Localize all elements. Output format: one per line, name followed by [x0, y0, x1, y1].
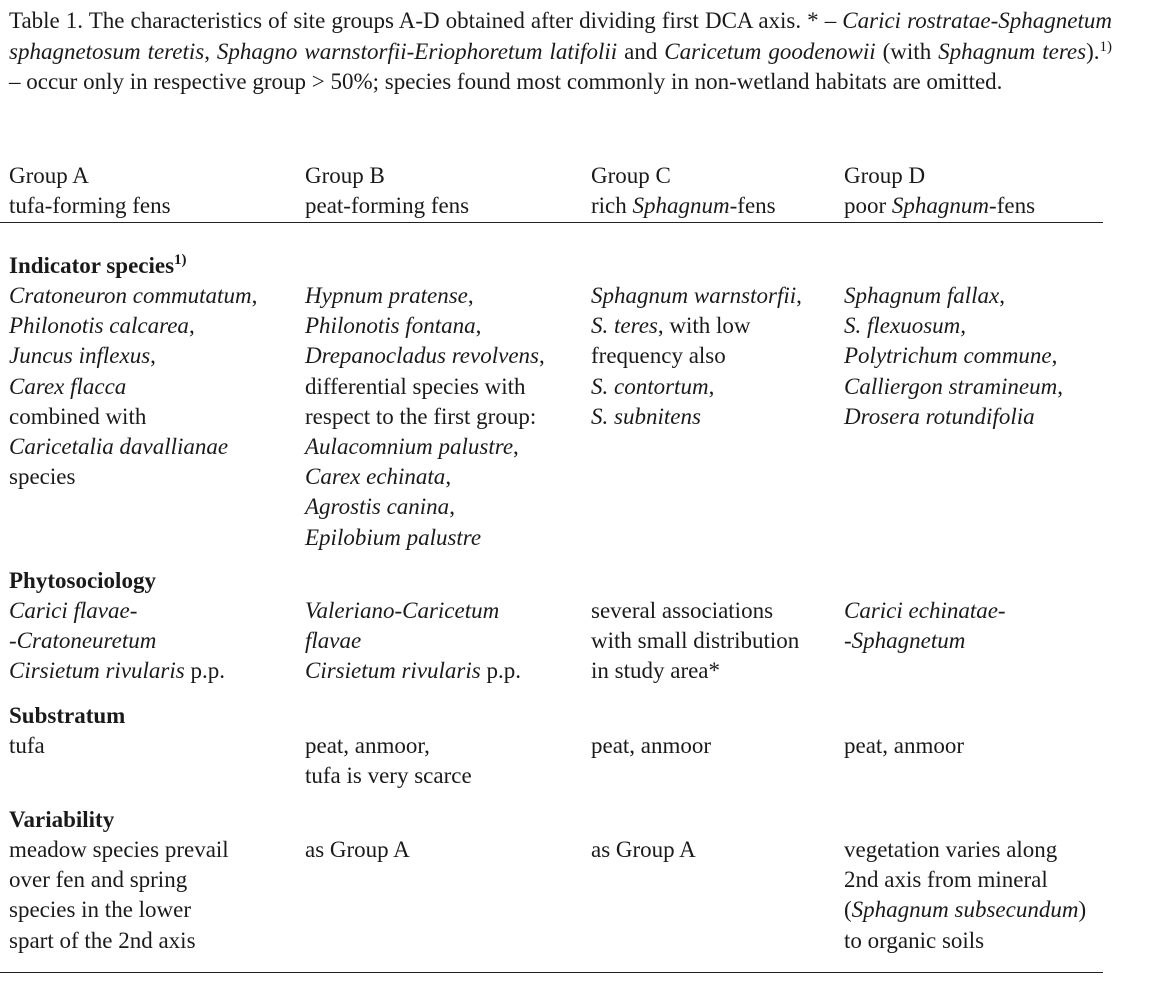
header-group-a	[9, 161, 171, 221]
cell-line: S. subnitens	[591, 403, 701, 429]
cell-line: Cirsietum rivularis p.p.	[305, 658, 521, 684]
cell-line: Caricetalia davallianae	[9, 434, 229, 460]
cell-group-b	[305, 835, 410, 865]
group-desc: rich Sphagnum-fens	[591, 193, 776, 219]
cell-line: tufa	[9, 733, 45, 758]
cell-line: -Sphagnetum	[844, 628, 966, 654]
cell-group-d	[844, 731, 964, 761]
cell-group-a	[9, 281, 257, 492]
cell-group-c	[591, 835, 696, 865]
header-group-c	[591, 161, 776, 221]
cell-group-b	[305, 596, 521, 687]
cell-group-d	[844, 596, 1006, 656]
section-title: Indicator species$^{1)}$	[9, 252, 187, 278]
cell-line: Carex flacca	[9, 373, 127, 399]
cell-line: species	[9, 464, 76, 490]
cell-group-a	[9, 596, 225, 687]
cell-line: differential species with	[305, 373, 526, 399]
cell-line: Epilobium palustre	[305, 524, 482, 550]
cell-line: Aulacomnium palustre,	[305, 434, 519, 460]
cell-line: Philonotis calcarea,	[9, 313, 195, 339]
cell-line: peat, anmoor,	[305, 733, 430, 758]
cell-line: frequency also	[591, 343, 726, 369]
cell-line: to organic soils	[844, 927, 985, 953]
cell-line: as Group A	[305, 837, 410, 862]
cell-line: with small distribution	[591, 628, 800, 654]
group-desc: peat-forming fens	[305, 193, 470, 219]
cell-line: meadow species prevail	[9, 837, 229, 862]
cell-line: Sphagnum fallax,	[844, 283, 1005, 308]
cell-line: Drepanocladus revolvens,	[305, 343, 545, 369]
table-bottom-rule	[0, 972, 1103, 973]
cell-group-c	[591, 731, 711, 761]
cell-line: Juncus inflexus,	[9, 343, 156, 369]
cell-line: Cratoneuron commutatum,	[9, 283, 258, 308]
group-name: Group D	[844, 163, 926, 188]
cell-group-d	[844, 281, 1063, 432]
caption-text: and	[617, 38, 665, 64]
caption-italic: Caricetum goodenowii	[664, 38, 876, 64]
cell-line: flavae	[305, 628, 362, 654]
cell-line: combined with	[9, 403, 147, 429]
cell-line: S. contortum,	[591, 373, 715, 399]
section-title: Phytosociology	[9, 568, 156, 593]
group-name: Group B	[305, 163, 385, 188]
cell-group-b	[305, 281, 545, 553]
cell-group-a	[9, 835, 229, 956]
group-name: Group A	[9, 163, 89, 188]
cell-group-b	[305, 731, 472, 791]
cell-line: over fen and spring	[9, 867, 188, 893]
cell-line: Carici flavae-	[9, 598, 138, 623]
group-desc: poor Sphagnum-fens	[844, 193, 1036, 219]
cell-line: Cirsietum rivularis p.p.	[9, 658, 225, 684]
cell-line: Philonotis fontana,	[305, 313, 482, 339]
cell-line: S. flexuosum,	[844, 313, 967, 339]
section-title: Variability	[9, 807, 115, 832]
cell-line: S. teres, with low	[591, 313, 751, 339]
cell-line: Sphagnum warnstorfii,	[591, 283, 802, 308]
cell-line: Valeriano-Caricetum	[305, 598, 500, 623]
cell-group-a	[9, 731, 45, 761]
cell-group-c	[591, 281, 802, 432]
table-header	[9, 161, 1112, 219]
caption-italic: Sphagnum teres	[938, 38, 1087, 64]
cell-line: Carici echinatae-	[844, 598, 1006, 623]
cell-line: 2nd axis from mineral	[844, 867, 1048, 893]
cell-line: as Group A	[591, 837, 696, 862]
cell-line: Polytrichum commune,	[844, 343, 1058, 369]
cell-line: vegetation varies along	[844, 837, 1058, 862]
footnote-mark: 1)	[174, 252, 187, 268]
table-caption	[9, 6, 1112, 98]
caption-footnote-mark: 1)	[1099, 38, 1112, 55]
group-name: Group C	[591, 163, 671, 188]
caption-italic: Carici rostratae-Sphagnetum sphagnetosum teretis	[9, 8, 1112, 64]
cell-line: Carex echinata,	[305, 464, 452, 490]
caption-text: (with	[875, 38, 939, 64]
caption-text: ).	[1086, 38, 1100, 64]
cell-line: spart of the 2nd axis	[9, 927, 196, 953]
cell-line: -Cratoneuretum	[9, 628, 157, 654]
cell-line: peat, anmoor	[844, 733, 965, 758]
cell-line: in study area*	[591, 658, 721, 684]
cell-line: peat, anmoor	[591, 733, 712, 758]
caption-text: – occur only in respective group > 50%; species found most commonly in non-wetland habitats are omitted.	[9, 69, 1003, 94]
cell-line: several associations	[591, 598, 774, 623]
cell-group-c	[591, 596, 799, 687]
cell-line: species in the lower	[9, 897, 192, 923]
table-figure	[9, 6, 1112, 219]
caption-text: ,	[204, 38, 217, 64]
caption-italic: Sphagno warnstorfii-Eriophoretum latifolii	[216, 38, 618, 64]
cell-line: (Sphagnum subsecundum)	[844, 897, 1087, 923]
cell-group-d	[844, 835, 1086, 956]
header-columns	[9, 161, 1112, 219]
group-desc: tufa-forming fens	[9, 193, 171, 219]
section-title: Substratum	[9, 703, 126, 728]
cell-line: Agrostis canina,	[305, 494, 455, 520]
cell-line: Calliergon stramineum,	[844, 373, 1063, 399]
cell-line: respect to the first group:	[305, 403, 537, 429]
header-group-b	[305, 161, 469, 221]
table-top-rule	[0, 222, 1103, 223]
cell-line: Hypnum pratense,	[305, 283, 474, 308]
caption-text: Table 1. The characteristics of site groups A-D obtained after dividing first DCA axis. * –	[9, 8, 843, 33]
header-group-d	[844, 161, 1035, 221]
cell-line: Drosera rotundifolia	[844, 403, 1035, 429]
cell-line: tufa is very scarce	[305, 763, 472, 789]
